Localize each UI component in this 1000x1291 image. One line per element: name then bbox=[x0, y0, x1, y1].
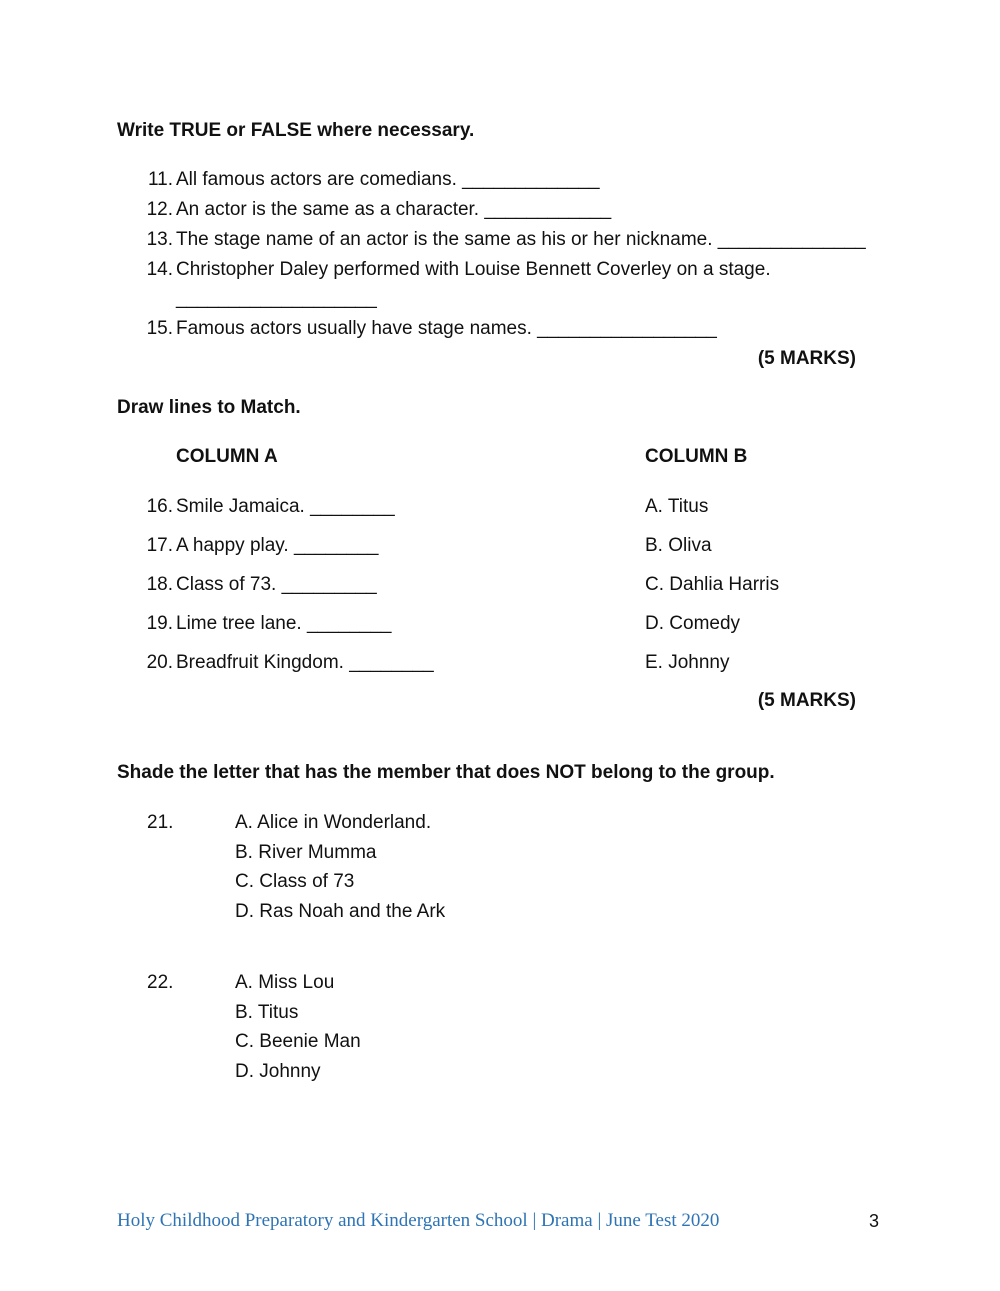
column-a-item: Lime tree lane. ________ bbox=[176, 613, 392, 634]
column-b-header: COLUMN B bbox=[645, 446, 748, 467]
column-b-item: E. Johnny bbox=[645, 652, 730, 673]
item-number: 18. bbox=[146, 574, 173, 595]
page-number: 3 bbox=[869, 1211, 880, 1231]
item-number: 19. bbox=[146, 613, 173, 634]
item-text: All famous actors are comedians. _____________ bbox=[176, 169, 600, 190]
item-number: 12. bbox=[146, 199, 173, 220]
item-number: 15. bbox=[146, 318, 173, 339]
option-b: B. Titus bbox=[235, 1002, 299, 1023]
question-number: 21. bbox=[147, 812, 174, 833]
item-text: An actor is the same as a character. ____________ bbox=[176, 199, 612, 220]
section3-heading: Shade the letter that has the member that does NOT belong to the group. bbox=[117, 762, 775, 783]
footer-school-text: Holy Childhood Preparatory and Kindergarten School | Drama | June Test 2020 bbox=[117, 1210, 720, 1231]
column-b-item: D. Comedy bbox=[645, 613, 741, 634]
item-number: 14. bbox=[146, 259, 173, 280]
item-text: Christopher Daley performed with Louise Bennett Coverley on a stage. bbox=[176, 259, 771, 280]
option-d: D. Johnny bbox=[235, 1061, 321, 1082]
section1-marks: (5 MARKS) bbox=[757, 348, 856, 369]
column-a-item: Class of 73. _________ bbox=[176, 574, 377, 595]
option-a: A. Alice in Wonderland. bbox=[235, 812, 432, 833]
column-a-item: Breadfruit Kingdom. ________ bbox=[176, 652, 434, 673]
item-answer-line: ___________________ bbox=[176, 288, 377, 309]
section2-marks: (5 MARKS) bbox=[757, 690, 856, 711]
option-c: C. Beenie Man bbox=[235, 1031, 361, 1052]
option-c: C. Class of 73 bbox=[235, 871, 355, 892]
section1-heading: Write TRUE or FALSE where necessary. bbox=[117, 120, 475, 141]
column-b-item: A. Titus bbox=[645, 496, 709, 517]
item-text: The stage name of an actor is the same as his or her nickname. ______________ bbox=[176, 229, 866, 250]
column-b-item: C. Dahlia Harris bbox=[645, 574, 780, 595]
column-a-header: COLUMN A bbox=[176, 446, 278, 467]
item-number: 13. bbox=[146, 229, 173, 250]
section2-heading: Draw lines to Match. bbox=[117, 397, 301, 418]
option-b: B. River Mumma bbox=[235, 842, 377, 863]
option-a: A. Miss Lou bbox=[235, 972, 335, 993]
item-text: Famous actors usually have stage names. _________________ bbox=[176, 318, 717, 339]
question-number: 22. bbox=[147, 972, 174, 993]
item-number: 16. bbox=[146, 496, 173, 517]
column-a-item: Smile Jamaica. ________ bbox=[176, 496, 395, 517]
item-number: 11. bbox=[147, 169, 173, 190]
item-number: 20. bbox=[146, 652, 173, 673]
item-number: 17. bbox=[146, 535, 173, 556]
column-a-item: A happy play. ________ bbox=[176, 535, 379, 556]
option-d: D. Ras Noah and the Ark bbox=[235, 901, 446, 922]
column-b-item: B. Oliva bbox=[645, 535, 712, 556]
